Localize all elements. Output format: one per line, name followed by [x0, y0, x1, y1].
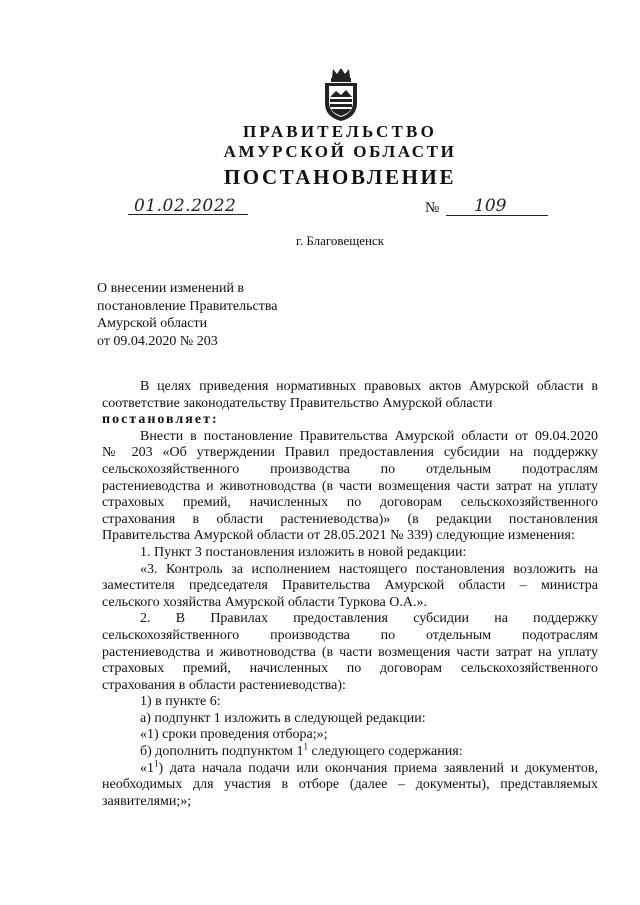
resolution-word: постановляет: [102, 412, 219, 428]
subject-line: Амурской области [97, 316, 208, 331]
document-type-title: ПОСТАНОВЛЕНИЕ [223, 165, 457, 189]
government-title: ПРАВИТЕЛЬСТВО [243, 122, 437, 141]
body-line [102, 741, 598, 761]
body-text: следующего содержания: [308, 744, 463, 760]
number-underline [446, 215, 548, 216]
body-line: соответствие законодательству Правительство Амурской области [102, 395, 493, 411]
body-line [102, 758, 598, 778]
date-underline [128, 214, 248, 215]
body-text: «1 [140, 760, 154, 776]
city-line: г. Благовещенск [295, 233, 385, 248]
body-line: 1. Пункт 3 постановления изложить в новой редакции: [140, 544, 467, 560]
document-date: 01.02.2022 [134, 196, 237, 216]
body-line: растениеводства и животноводства (в части возмещения части затрат на уплату [102, 644, 598, 660]
body-line: Внести в постановление Правительства Амурской области от 09.04.2020 [140, 428, 598, 444]
body-line: заявителями;»; [102, 793, 192, 809]
superscript: 1 [303, 741, 309, 752]
body-line: страховых премий, начисленных по договорам сельскохозяйственного [102, 495, 598, 511]
subject-line: от 09.04.2020 № 203 [97, 333, 218, 349]
number-label: № [425, 200, 440, 216]
body-line: заместителя председателя Правительства Амурской области – министра [102, 578, 598, 594]
body-line: а) подпункт 1 изложить в следующей редакции: [140, 710, 426, 726]
body-line: необходимых для участия в отборе (далее – документы), представляемых [102, 777, 598, 793]
body-line: 1) в пункте 6: [140, 694, 221, 710]
document-subject [97, 280, 397, 350]
body-text: б) дополнить подпунктом 1 [140, 744, 304, 760]
body-line: 2. В Правилах предоставления субсидии на поддержку [140, 611, 598, 627]
region-title: АМУРСКОЙ ОБЛАСТИ [223, 142, 457, 161]
body-line: страхования в области растениеводства)» (в редакции постановления [102, 511, 598, 527]
document-body [102, 379, 598, 810]
body-text: ) дата начала подачи или окончания приема заявлений и документов, [158, 760, 598, 776]
body-line: Правительства Амурской области от 28.05.2021 № 339) следующие изменения: [102, 528, 575, 544]
body-line: В целях приведения нормативных правовых актов Амурской области в [140, 379, 598, 394]
body-line: страхования в области растениеводства): [102, 677, 346, 693]
document-number: 109 [474, 196, 507, 216]
body-line: № 203 «Об утверждении Правил предоставления субсидии на поддержку [102, 445, 598, 461]
superscript: 1 [154, 758, 159, 768]
subject-line: О внесении изменений в [97, 281, 245, 296]
coat-of-arms-icon [319, 65, 363, 123]
subject-line: постановление Правительства [97, 298, 278, 314]
body-line: «3. Контроль за исполнением настоящего постановления возложить на [140, 561, 598, 577]
body-line: «1) сроки проведения отбора;»; [140, 727, 328, 743]
body-line: страховых премий, начисленных по договорам сельскохозяйственного [102, 661, 598, 677]
body-line: сельского хозяйства Амурской области Туркова О.А.». [102, 594, 427, 610]
body-line: сельскохозяйственного производства по отдельным подотраслям [102, 627, 598, 643]
body-line: сельскохозяйственного производства по отдельным подотраслям [102, 461, 598, 477]
body-line: растениеводства и животноводства (в части возмещения части затрат на уплату [102, 478, 598, 494]
